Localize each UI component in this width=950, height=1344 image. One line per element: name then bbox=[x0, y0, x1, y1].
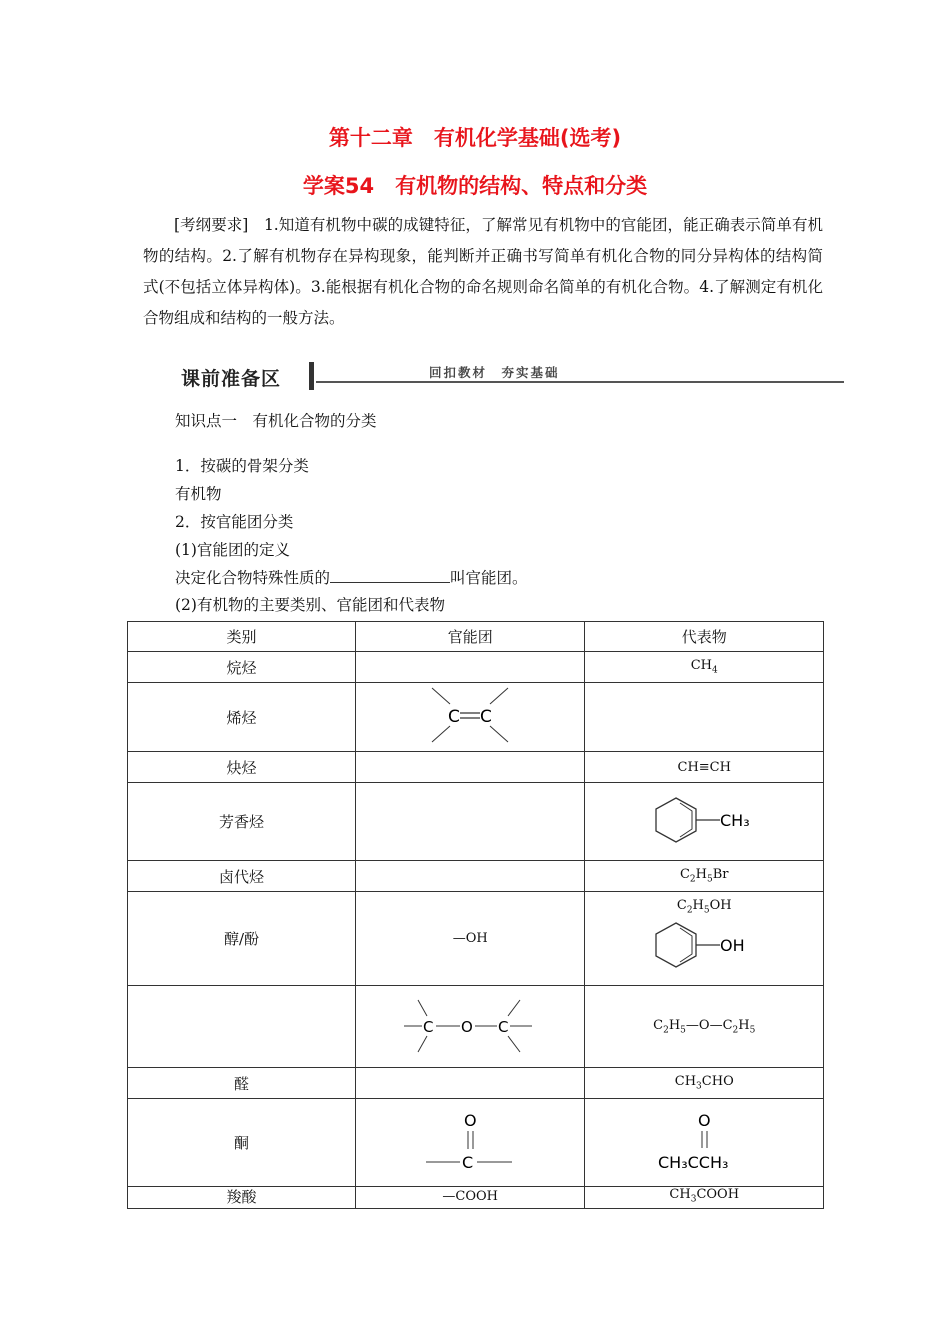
cell-group bbox=[355, 1068, 585, 1099]
cell-example bbox=[585, 783, 824, 861]
ether-c-left: C bbox=[423, 1017, 434, 1036]
acetone-formula: CH₃CCH₃ bbox=[658, 1152, 729, 1172]
item-2-2: (2)有机物的主要类别、官能团和代表物 bbox=[175, 596, 445, 614]
banner-line bbox=[316, 381, 844, 383]
item-1-sub: 有机物 bbox=[175, 485, 222, 503]
cell-category: 卤代烃 bbox=[128, 861, 356, 892]
alkene-structure bbox=[420, 684, 520, 746]
cell-example bbox=[585, 683, 824, 752]
banner-subtitle: 回扣教材 夯实基础 bbox=[429, 365, 560, 380]
fill-blank[interactable] bbox=[330, 568, 450, 583]
cell-example: $C_2H_5—O—C_2H_5$ bbox=[585, 986, 824, 1068]
table-row bbox=[128, 861, 824, 892]
exam-requirements: [考纲要求] 1.知道有机物中碳的成键特征，了解常见有机物中的官能团，能正确表示简单有机物的结构。2.了解有机物存在异构现象，能判断并正确书写简单有机化合物的同分异构体的结构简式(不包括立体异构体)。3.能根据有机化合物的命名规则命名简单的有机化合物。4.了解测定有机化合物组成和结构的一般方法。 bbox=[143, 216, 823, 327]
cell-example: $CH_3COOH$ bbox=[585, 1187, 824, 1209]
table-row bbox=[128, 683, 824, 752]
cell-category: 酮 bbox=[128, 1099, 356, 1187]
table-row bbox=[128, 1068, 824, 1099]
ethanol-formula: $C_2H_5OH$ bbox=[676, 897, 732, 916]
cell-category: 炔烃 bbox=[128, 752, 356, 783]
lesson-title: 学案54 有机物的结构、特点和分类 bbox=[302, 174, 648, 198]
chapter-title: 第十二章 有机化学基础(选考) bbox=[328, 126, 622, 150]
cell-example: $CH_3CHO$ bbox=[585, 1068, 824, 1099]
cell-category bbox=[128, 986, 356, 1068]
definition-prefix: 决定化合物特殊性质的 bbox=[175, 569, 331, 587]
item-2: 2．按官能团分类 bbox=[175, 513, 294, 531]
cell-example: $CH_4$ bbox=[585, 652, 824, 683]
cell-group bbox=[355, 683, 585, 752]
table-row bbox=[128, 1187, 824, 1209]
cell-example bbox=[585, 892, 824, 986]
cell-group: —COOH bbox=[355, 1187, 585, 1209]
acetone-o: O bbox=[698, 1110, 711, 1130]
alkene-c-right: C bbox=[480, 707, 493, 727]
definition-line bbox=[175, 566, 528, 588]
toluene-substituent: CH₃ bbox=[720, 810, 750, 830]
cell-category: 醛 bbox=[128, 1068, 356, 1099]
functional-group-table bbox=[127, 621, 824, 1209]
cell-example: $C_2H_5Br$ bbox=[585, 861, 824, 892]
header-example: 代表物 bbox=[585, 622, 824, 652]
section-banner bbox=[173, 362, 845, 392]
cell-example: CH≡CH bbox=[585, 752, 824, 783]
cell-group bbox=[355, 783, 585, 861]
cell-group bbox=[355, 752, 585, 783]
knowledge-point-heading: 知识点一 有机化合物的分类 bbox=[175, 412, 377, 430]
table-row bbox=[128, 986, 824, 1068]
cell-category: 烷烃 bbox=[128, 652, 356, 683]
table-header-row bbox=[128, 622, 824, 652]
cell-group: —OH bbox=[355, 892, 585, 986]
ketone-structure bbox=[420, 1104, 520, 1178]
definition-suffix: 叫官能团。 bbox=[450, 569, 528, 587]
item-2-1: (1)官能团的定义 bbox=[175, 541, 290, 559]
cell-category: 羧酸 bbox=[128, 1187, 356, 1209]
cell-example bbox=[585, 1099, 824, 1187]
banner-divider bbox=[309, 362, 314, 390]
table-row bbox=[128, 783, 824, 861]
cell-group bbox=[355, 986, 585, 1068]
ketone-c: C bbox=[462, 1152, 474, 1172]
banner-title: 课前准备区 bbox=[181, 368, 282, 390]
toluene-structure bbox=[634, 787, 774, 853]
cell-category: 芳香烃 bbox=[128, 783, 356, 861]
ketone-o: O bbox=[464, 1110, 477, 1130]
cell-group bbox=[355, 652, 585, 683]
header-category: 类别 bbox=[128, 622, 356, 652]
table-row bbox=[128, 752, 824, 783]
phenol-structure bbox=[634, 915, 774, 977]
header-group: 官能团 bbox=[355, 622, 585, 652]
ether-structure bbox=[400, 992, 540, 1058]
acetone-structure bbox=[644, 1104, 764, 1178]
cell-category: 烯烃 bbox=[128, 683, 356, 752]
phenol-substituent: OH bbox=[720, 936, 745, 956]
cell-group bbox=[355, 861, 585, 892]
item-1: 1．按碳的骨架分类 bbox=[175, 457, 309, 475]
table-row bbox=[128, 1099, 824, 1187]
alkene-c-left: C bbox=[448, 707, 461, 727]
cell-group bbox=[355, 1099, 585, 1187]
ether-o: O bbox=[461, 1017, 474, 1036]
table-row bbox=[128, 892, 824, 986]
table-row bbox=[128, 652, 824, 683]
cell-category: 醇/酚 bbox=[128, 892, 356, 986]
ether-c-right: C bbox=[498, 1017, 509, 1036]
